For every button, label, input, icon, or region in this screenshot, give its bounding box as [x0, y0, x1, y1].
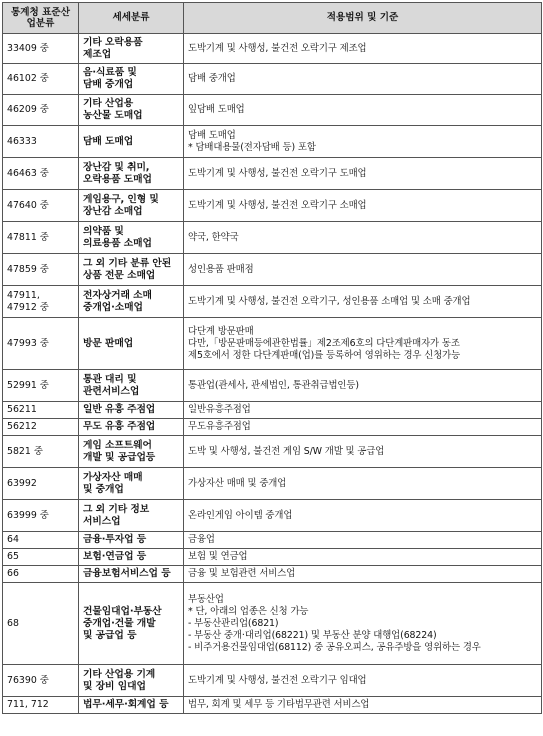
cell-category-line: 보험·연금업 등	[83, 551, 147, 562]
table-row	[3, 532, 542, 549]
table-row	[3, 190, 542, 222]
cell-scope-line: 다단계 방문판매	[188, 325, 254, 337]
cell-code	[3, 697, 79, 714]
cell-code-line: 68	[7, 617, 19, 629]
cell-scope	[184, 222, 542, 254]
cell-category	[79, 583, 184, 665]
cell-code-line: 64	[7, 534, 19, 545]
cell-category-line: 의료용품 소매업	[83, 237, 152, 249]
cell-scope-line: 도박기계 및 사행성, 불건전 오락기구 임대업	[188, 674, 367, 686]
cell-category-line: 건물임대업·부동산	[83, 605, 162, 617]
cell-scope	[184, 436, 542, 468]
cell-scope-line: - 부동산 중개·대리업(68221) 및 부동산 분양 대행업(68224)	[188, 629, 437, 641]
cell-category	[79, 370, 184, 402]
header-category: 세세분류	[79, 3, 184, 34]
table-row	[3, 468, 542, 500]
cell-code	[3, 95, 79, 126]
cell-code-line: 65	[7, 551, 19, 562]
cell-code	[3, 318, 79, 370]
cell-scope-line: 도박기계 및 사행성, 불건전 오락기구 제조업	[188, 42, 367, 54]
cell-category-line: 농산물 도매업	[83, 110, 143, 121]
cell-category-line: 관련서비스업	[83, 385, 140, 397]
cell-scope-line: - 비주거용건물임대업(68112) 중 공유오피스, 공유주방을 영위하는 경우	[188, 641, 481, 653]
cell-code-line: 52991 중	[7, 379, 49, 391]
cell-code-line: 63992	[7, 477, 37, 489]
cell-category-line: 음·식료품 및	[83, 67, 137, 78]
cell-code-line: 46209 중	[7, 104, 49, 115]
cell-scope-line: 법무, 회계 및 세무 등 기타법무관련 서비스업	[188, 699, 370, 710]
cell-scope	[184, 402, 542, 419]
cell-scope	[184, 468, 542, 500]
cell-scope	[184, 665, 542, 697]
cell-code	[3, 549, 79, 566]
cell-code	[3, 665, 79, 697]
cell-code-line: 47811 중	[7, 231, 49, 243]
cell-scope-line: 부동산업	[188, 593, 224, 605]
table-row	[3, 500, 542, 532]
cell-category-line: 제조업	[83, 48, 112, 60]
table-row	[3, 34, 542, 64]
table-row	[3, 436, 542, 468]
cell-scope	[184, 190, 542, 222]
cell-code	[3, 254, 79, 286]
cell-code	[3, 532, 79, 549]
cell-scope-line: 성인용품 판매점	[188, 263, 254, 275]
cell-category	[79, 95, 184, 126]
cell-scope-line: 무도유흥주점업	[188, 421, 251, 432]
cell-category	[79, 222, 184, 254]
cell-code-line: 46333	[7, 135, 37, 147]
cell-scope	[184, 697, 542, 714]
cell-code	[3, 190, 79, 222]
table-row	[3, 222, 542, 254]
cell-code	[3, 468, 79, 500]
cell-scope	[184, 34, 542, 64]
cell-category	[79, 34, 184, 64]
cell-category	[79, 436, 184, 468]
cell-code-line: 46463 중	[7, 167, 49, 179]
cell-category	[79, 402, 184, 419]
cell-code-line: 47912 중	[7, 301, 49, 313]
table-row	[3, 64, 542, 95]
cell-category-line: 게임 소프트웨어	[83, 439, 152, 451]
table-row	[3, 318, 542, 370]
cell-category-line: 법무·세무·회계업 등	[83, 699, 169, 710]
cell-scope-line: 도박 및 사행성, 불건전 게임 S/W 개발 및 공급업	[188, 445, 385, 457]
cell-scope	[184, 158, 542, 190]
cell-category	[79, 468, 184, 500]
table-row	[3, 158, 542, 190]
table-row	[3, 95, 542, 126]
cell-code	[3, 64, 79, 95]
cell-category	[79, 532, 184, 549]
table-row	[3, 583, 542, 665]
cell-scope	[184, 286, 542, 318]
cell-category-line: 일반 유흥 주점업	[83, 404, 156, 415]
cell-code	[3, 566, 79, 583]
cell-code-line: 66	[7, 568, 19, 579]
cell-code-line: 63999 중	[7, 509, 49, 521]
cell-category-line: 무도 유흥 주점업	[83, 421, 156, 432]
cell-category-line: 및 장비 임대업	[83, 680, 146, 692]
cell-category-line: 상품 전문 소매업	[83, 269, 156, 281]
cell-category-line: 그 외 기타 분류 안된	[83, 257, 172, 269]
cell-code-line: 47911,	[7, 289, 40, 301]
cell-scope-line: 온라인게임 아이템 중개업	[188, 509, 293, 521]
table-row	[3, 566, 542, 583]
cell-scope-line: 담배 중개업	[188, 73, 236, 84]
table-row	[3, 286, 542, 318]
cell-category	[79, 566, 184, 583]
header-scope: 적용범위 및 기준	[184, 3, 542, 34]
cell-code-line: 5821 중	[7, 445, 43, 457]
table-row	[3, 697, 542, 714]
cell-scope-line: 제5호에서 정한 다단계판매(업)를 등록하여 영위하는 경우 신청가능	[188, 349, 461, 361]
cell-scope	[184, 370, 542, 402]
cell-category-line: 서비스업	[83, 515, 121, 527]
cell-code-line: 47993 중	[7, 337, 49, 349]
table-row	[3, 402, 542, 419]
cell-code	[3, 402, 79, 419]
cell-category	[79, 286, 184, 318]
cell-category-line: 및 공급업 등	[83, 629, 137, 641]
cell-code	[3, 34, 79, 64]
cell-scope-line: 도박기계 및 사행성, 불건전 오락기구 도매업	[188, 167, 367, 179]
cell-category-line: 장난감 소매업	[83, 205, 143, 217]
cell-category-line: 장난감 및 취미,	[83, 161, 150, 173]
table-body	[3, 34, 542, 714]
cell-code-line: 47859 중	[7, 263, 49, 275]
cell-category-line: 오락용품 도매업	[83, 173, 152, 185]
cell-scope-line: 도박기계 및 사행성, 불건전 오락기구 소매업	[188, 199, 367, 211]
cell-category	[79, 549, 184, 566]
cell-scope-line: 금융 및 보험관련 서비스업	[188, 568, 296, 579]
cell-code	[3, 158, 79, 190]
cell-scope-line: 약국, 한약국	[188, 231, 239, 243]
cell-category-line: 개발 및 공급업등	[83, 451, 156, 463]
cell-category-line: 및 중개업	[83, 483, 124, 495]
cell-category	[79, 697, 184, 714]
cell-category-line: 기타 오락용품	[83, 36, 143, 48]
cell-scope	[184, 583, 542, 665]
table-row	[3, 549, 542, 566]
cell-category	[79, 318, 184, 370]
industry-classification-table	[2, 2, 542, 714]
cell-category-line: 중개업·소매업	[83, 301, 143, 313]
cell-category-line: 금융·투자업 등	[83, 534, 147, 545]
header-code: 통계청 표준산업분류	[3, 3, 79, 34]
cell-category-line: 의약품 및	[83, 225, 124, 237]
cell-scope	[184, 64, 542, 95]
cell-scope	[184, 532, 542, 549]
cell-code-line: 56211	[7, 404, 37, 415]
cell-category	[79, 419, 184, 436]
table-row	[3, 126, 542, 158]
cell-code	[3, 436, 79, 468]
cell-scope-line: 보험 및 연금업	[188, 551, 248, 562]
cell-code-line: 33409 중	[7, 42, 49, 54]
cell-scope-line: 잎담배 도매업	[188, 104, 245, 115]
cell-category-line: 금융보험서비스업 등	[83, 568, 171, 579]
cell-scope	[184, 95, 542, 126]
cell-scope	[184, 566, 542, 583]
cell-code-line: 46102 중	[7, 73, 49, 84]
cell-category	[79, 64, 184, 95]
cell-scope-line: 금융업	[188, 534, 215, 545]
cell-scope-line: 가상자산 매매 및 중개업	[188, 477, 287, 489]
table-header-row	[3, 3, 542, 34]
cell-code	[3, 419, 79, 436]
cell-code-line: 711, 712	[7, 699, 49, 710]
cell-scope-line: 통관업(관세사, 관세법인, 통관취급법인등)	[188, 379, 359, 391]
cell-scope	[184, 500, 542, 532]
table-row	[3, 254, 542, 286]
table-row	[3, 665, 542, 697]
cell-category-line: 중개업·건물 개발	[83, 617, 156, 629]
cell-category	[79, 500, 184, 532]
cell-scope-line: 다만,「방문판매등에관한법률」제2조제6호의 다단계판매자가 동조	[188, 337, 460, 349]
cell-category-line: 가상자산 매매	[83, 471, 143, 483]
cell-code	[3, 286, 79, 318]
cell-code	[3, 222, 79, 254]
cell-category	[79, 254, 184, 286]
cell-code-line: 76390 중	[7, 674, 49, 686]
cell-category-line: 기타 산업용 기계	[83, 668, 156, 680]
table-row	[3, 419, 542, 436]
cell-code	[3, 500, 79, 532]
cell-scope-line: * 단, 아래의 업종은 신청 가능	[188, 605, 309, 617]
cell-category-line: 통관 대리 및	[83, 373, 137, 385]
cell-category	[79, 190, 184, 222]
cell-category	[79, 158, 184, 190]
cell-category-line: 그 외 기타 정보	[83, 503, 150, 515]
cell-category	[79, 126, 184, 158]
cell-code-line: 47640 중	[7, 199, 49, 211]
cell-code-line: 56212	[7, 421, 37, 432]
cell-category-line: 방문 판매업	[83, 337, 134, 349]
cell-category-line: 기타 산업용	[83, 98, 134, 109]
cell-category	[79, 665, 184, 697]
cell-scope	[184, 318, 542, 370]
cell-scope-line: 담배 도매업	[188, 129, 236, 141]
cell-code	[3, 583, 79, 665]
cell-category-line: 전자상거래 소매	[83, 289, 152, 301]
cell-scope-line: 도박기계 및 사행성, 불건전 오락기구, 성인용품 소매업 및 소매 중개업	[188, 295, 471, 307]
cell-scope-line: 일반유흥주점업	[188, 404, 251, 415]
cell-code	[3, 126, 79, 158]
cell-scope	[184, 549, 542, 566]
cell-category-line: 담배 도매업	[83, 135, 134, 147]
cell-scope	[184, 254, 542, 286]
cell-scope-line: - 부동산관리업(6821)	[188, 617, 279, 629]
cell-scope-line: * 담배대용물(전자담배 등) 포함	[188, 141, 316, 153]
table-row	[3, 370, 542, 402]
cell-scope	[184, 126, 542, 158]
cell-code	[3, 370, 79, 402]
cell-category-line: 담배 중개업	[83, 79, 134, 90]
cell-scope	[184, 419, 542, 436]
cell-category-line: 게임용구, 인형 및	[83, 193, 159, 205]
